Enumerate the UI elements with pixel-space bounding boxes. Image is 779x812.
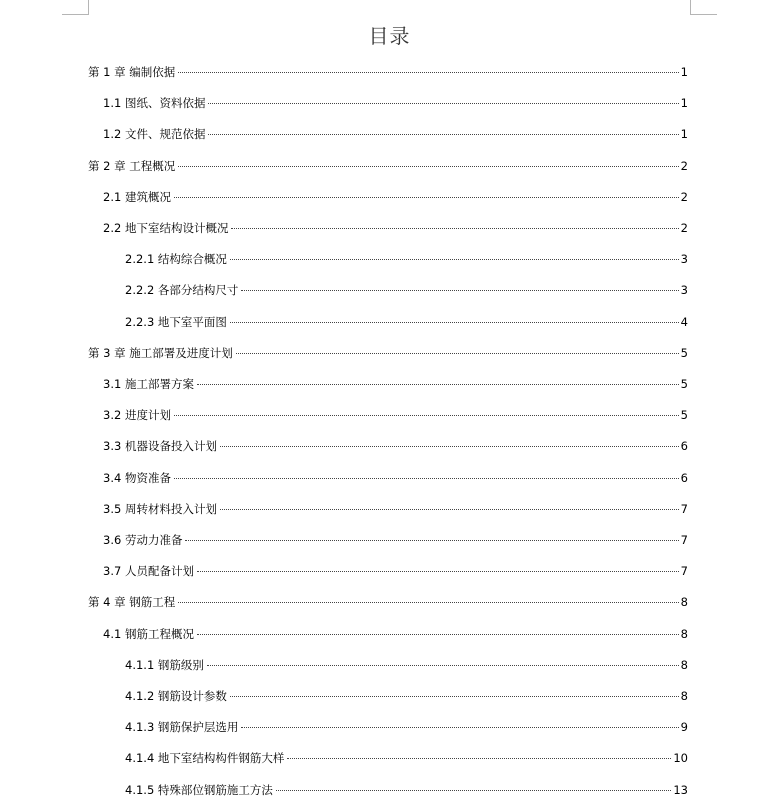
toc-entry-page-number: 7 [680,533,688,547]
crop-mark-top-left-vertical [88,0,89,15]
toc-entry-page-number: 8 [680,626,688,641]
toc-entry[interactable] [125,688,688,704]
toc-entry[interactable] [88,158,688,174]
toc-dot-leader [174,415,679,416]
toc-entry-text: 3.6 劳动力准备 [103,533,183,547]
toc-entry-page-number: 6 [680,470,688,485]
toc-entry[interactable] [103,470,688,486]
toc-entry[interactable] [125,750,688,766]
toc-entry[interactable] [103,438,688,454]
toc-entry-text: 2.2.1 结构综合概况 [125,252,227,267]
toc-entry-text: 第 1 章 编制依据 [88,65,176,79]
toc-dot-leader [208,103,678,104]
toc-dot-leader [230,322,679,323]
toc-entry-page-number: 8 [680,595,688,610]
toc-entry-text: 2.2.3 地下室平面图 [125,314,227,329]
toc-entry[interactable] [88,594,688,610]
toc-dot-leader [220,509,679,510]
toc-dot-leader [220,446,679,447]
toc-entry-text: 3.2 进度计划 [103,408,171,423]
toc-entry-text: 3.3 机器设备投入计划 [103,439,217,454]
toc-entry-page-number: 1 [680,127,688,142]
toc-entry-page-number: 6 [680,439,688,454]
toc-dot-leader [197,634,679,635]
toc-dot-leader [207,665,679,666]
toc-dot-leader [287,758,671,759]
toc-dot-leader [178,72,678,73]
toc-entry-page-number: 2 [680,189,688,204]
toc-entry-page-number: 13 [673,782,688,797]
toc-entry-text: 3.1 施工部署方案 [103,377,194,391]
toc-entry-text: 4.1.3 钢筋保护层选用 [125,720,239,735]
toc-entry-page-number: 3 [680,252,688,267]
toc-entry[interactable] [103,563,688,579]
toc-entry-page-number: 5 [680,377,688,391]
toc-dot-leader [178,166,678,167]
toc-entry-text: 3.7 人员配备计划 [103,564,194,579]
toc-dot-leader [197,571,679,572]
toc-entry[interactable] [103,95,688,111]
toc-entry-text: 4.1.5 特殊部位钢筋施工方法 [125,782,273,797]
toc-dot-leader [276,790,671,791]
toc-entry[interactable] [103,126,688,142]
toc-entry-page-number: 4 [680,314,688,329]
toc-entry[interactable] [103,626,688,642]
toc-entry[interactable] [125,314,688,330]
toc-entry-page-number: 1 [680,65,688,79]
toc-entry-page-number: 1 [680,96,688,111]
toc-entry-page-number: 2 [680,221,688,235]
crop-mark-top-left-horizontal [62,14,88,15]
toc-dot-leader [241,290,678,291]
toc-dot-leader [231,228,678,229]
toc-entry[interactable] [125,251,688,267]
toc-entry[interactable] [125,282,688,298]
toc-entry-page-number: 3 [680,283,688,298]
toc-entry-page-number: 7 [680,501,688,516]
toc-entry[interactable] [88,64,688,80]
toc-entry[interactable] [103,532,688,548]
toc-dot-leader [185,540,678,541]
toc-entry[interactable] [125,657,688,673]
toc-entry-text: 2.2.2 各部分结构尺寸 [125,283,239,298]
toc-dot-leader [236,353,679,354]
crop-mark-top-right-vertical [690,0,691,15]
toc-title: 目录 [368,24,411,48]
toc-dot-leader [208,134,678,135]
toc-entry-page-number: 9 [680,720,688,735]
toc-entry-text: 第 2 章 工程概况 [88,158,176,173]
toc-entry[interactable] [103,407,688,423]
toc-entry-page-number: 8 [680,689,688,703]
toc-entry[interactable] [88,345,688,361]
toc-entry-text: 3.4 物资准备 [103,470,171,485]
toc-entry-text: 2.1 建筑概况 [103,189,171,204]
toc-entry-text: 4.1.4 地下室结构构件钢筋大样 [125,751,285,766]
toc-dot-leader [178,602,678,603]
toc-entry-text: 4.1.1 钢筋级别 [125,657,204,672]
toc-entry[interactable] [125,719,688,735]
toc-entry-page-number: 2 [680,158,688,173]
toc-entry-page-number: 5 [680,345,688,360]
toc-entry-page-number: 5 [680,408,688,423]
toc-entry-text: 第 4 章 钢筋工程 [88,595,176,610]
toc-entry-page-number: 7 [680,564,688,579]
toc-entry-text: 3.5 周转材料投入计划 [103,501,217,516]
toc-dot-leader [241,727,678,728]
toc-entry[interactable] [103,189,688,205]
crop-mark-top-right-horizontal [691,14,717,15]
toc-entry[interactable] [103,220,688,236]
toc-entry-text: 4.1 钢筋工程概况 [103,626,194,641]
toc-entry-page-number: 8 [680,657,688,672]
toc-entry[interactable] [125,782,688,798]
toc-dot-leader [197,384,679,385]
toc-entry[interactable] [103,501,688,517]
toc-entry-text: 4.1.2 钢筋设计参数 [125,689,227,703]
toc-entry-page-number: 10 [673,751,688,766]
toc-dot-leader [230,259,679,260]
toc-dot-leader [174,197,679,198]
toc-dot-leader [174,478,679,479]
toc-entry-text: 1.2 文件、规范依据 [103,127,206,142]
toc-entry[interactable] [103,376,688,392]
toc-dot-leader [230,696,679,697]
toc-entry-text: 1.1 图纸、资料依据 [103,96,206,111]
toc-entry-text: 第 3 章 施工部署及进度计划 [88,345,233,360]
toc-entry-text: 2.2 地下室结构设计概况 [103,221,229,235]
